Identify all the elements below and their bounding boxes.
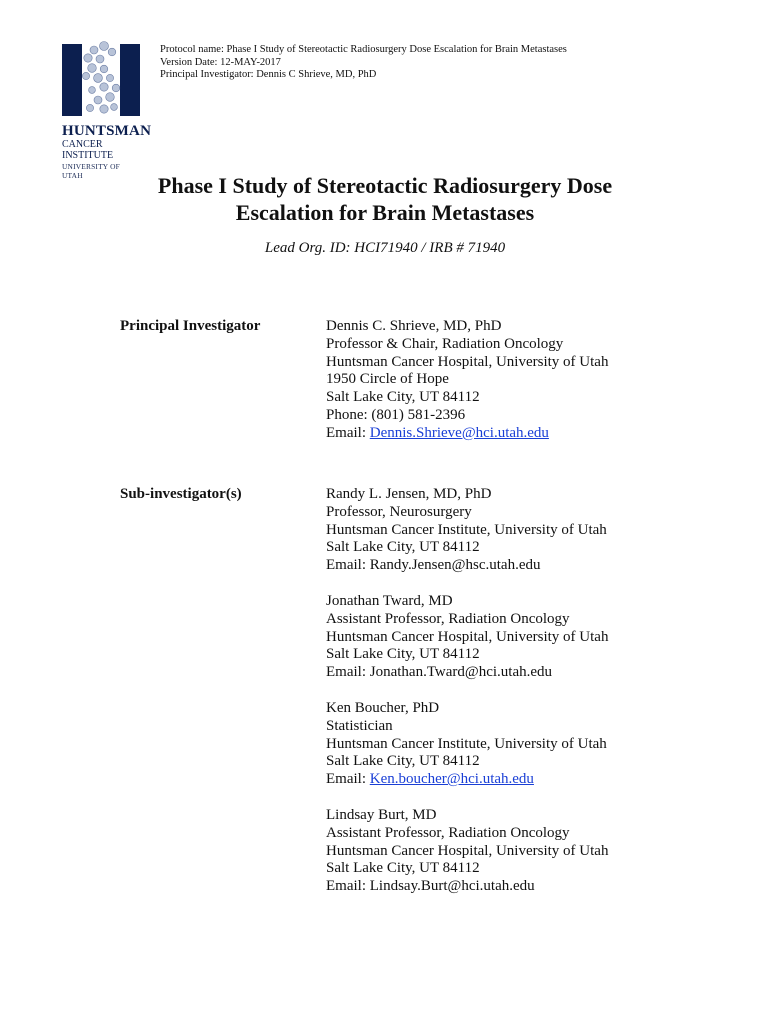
title-line-2: Escalation for Brain Metastases bbox=[235, 200, 535, 225]
person-email-row bbox=[326, 664, 608, 682]
pi-line: Professor & Chair, Radiation Oncology bbox=[326, 335, 564, 352]
person-line: Assistant Professor, Radiation Oncology bbox=[326, 824, 570, 841]
person-line: Salt Lake City, UT 84112 bbox=[326, 860, 480, 877]
pi-line: Salt Lake City, UT 84112 bbox=[326, 389, 480, 406]
pi-line: Phone: (801) 581-2396 bbox=[326, 406, 466, 423]
pi-line: Dennis C. Shrieve, MD, PhD bbox=[326, 318, 502, 334]
email-prefix: Email: bbox=[326, 771, 370, 788]
email-prefix: Email: bbox=[326, 664, 370, 681]
lead-org-id: Lead Org. ID: HCI71940 / IRB # 71940 bbox=[264, 240, 506, 256]
pi-email-row bbox=[326, 425, 608, 443]
person-line: Salt Lake City, UT 84112 bbox=[326, 646, 480, 663]
pi-contact-block bbox=[326, 318, 608, 443]
pi-line: 1950 Circle of Hope bbox=[326, 371, 449, 388]
document-title bbox=[0, 172, 770, 226]
sub-section-label: Sub-investigator(s) bbox=[120, 486, 242, 502]
protocol-header bbox=[160, 44, 567, 82]
person-email-row bbox=[326, 557, 607, 575]
huntsman-logo bbox=[62, 40, 152, 180]
person-line: Jonathan Tward, MD bbox=[326, 593, 453, 609]
logo-mark-icon bbox=[62, 40, 140, 118]
person-email: Randy.Jensen@hsc.utah.edu bbox=[369, 557, 541, 574]
person-line: Huntsman Cancer Institute, University of Utah bbox=[326, 521, 607, 538]
person-email: Jonathan.Tward@hci.utah.edu bbox=[369, 664, 553, 681]
person-line: Lindsay Burt, MD bbox=[326, 807, 437, 823]
boucher-email-link[interactable]: Ken.boucher@hci.utah.edu bbox=[369, 771, 534, 788]
person-line: Statistician bbox=[326, 717, 393, 734]
person-line: Salt Lake City, UT 84112 bbox=[326, 539, 480, 556]
person-line: Huntsman Cancer Hospital, University of Utah bbox=[326, 628, 609, 645]
sub-investigator-burt bbox=[326, 807, 608, 896]
pi-section-label: Principal Investigator bbox=[120, 318, 261, 334]
person-line: Huntsman Cancer Hospital, University of Utah bbox=[326, 842, 609, 859]
pi-line: Huntsman Cancer Hospital, University of Utah bbox=[326, 353, 609, 370]
email-prefix: Email: bbox=[326, 557, 370, 574]
protocol-name: Protocol name: Phase I Study of Stereotactic Radiosurgery Dose Escalation for Brain Metastases bbox=[160, 44, 567, 55]
pi-email-link[interactable]: Dennis.Shrieve@hci.utah.edu bbox=[369, 424, 549, 441]
person-line: Salt Lake City, UT 84112 bbox=[326, 753, 480, 770]
sub-investigator-jensen bbox=[326, 486, 607, 575]
sub-investigator-tward bbox=[326, 593, 608, 682]
person-line: Ken Boucher, PhD bbox=[326, 700, 440, 716]
person-line: Assistant Professor, Radiation Oncology bbox=[326, 610, 570, 627]
logo-institute: CANCER INSTITUTE bbox=[62, 139, 114, 161]
header-principal-investigator: Principal Investigator: Dennis C Shrieve, MD, PhD bbox=[160, 69, 377, 80]
title-line-1: Phase I Study of Stereotactic Radiosurgery Dose bbox=[157, 173, 613, 198]
person-line: Professor, Neurosurgery bbox=[326, 503, 472, 520]
version-date: Version Date: 12-MAY-2017 bbox=[160, 56, 281, 68]
person-line: Randy L. Jensen, MD, PhD bbox=[326, 486, 492, 502]
email-prefix: Email: bbox=[326, 878, 370, 895]
person-email-row bbox=[326, 771, 607, 789]
logo-name: HUNTSMAN bbox=[62, 123, 152, 139]
person-email: Lindsay.Burt@hci.utah.edu bbox=[369, 878, 535, 895]
sub-investigator-boucher bbox=[326, 700, 607, 789]
email-prefix: Email: bbox=[326, 424, 370, 441]
logo-university: UNIVERSITY OF UTAH bbox=[62, 162, 120, 180]
person-email-row bbox=[326, 878, 608, 896]
person-line: Huntsman Cancer Institute, University of Utah bbox=[326, 735, 607, 752]
